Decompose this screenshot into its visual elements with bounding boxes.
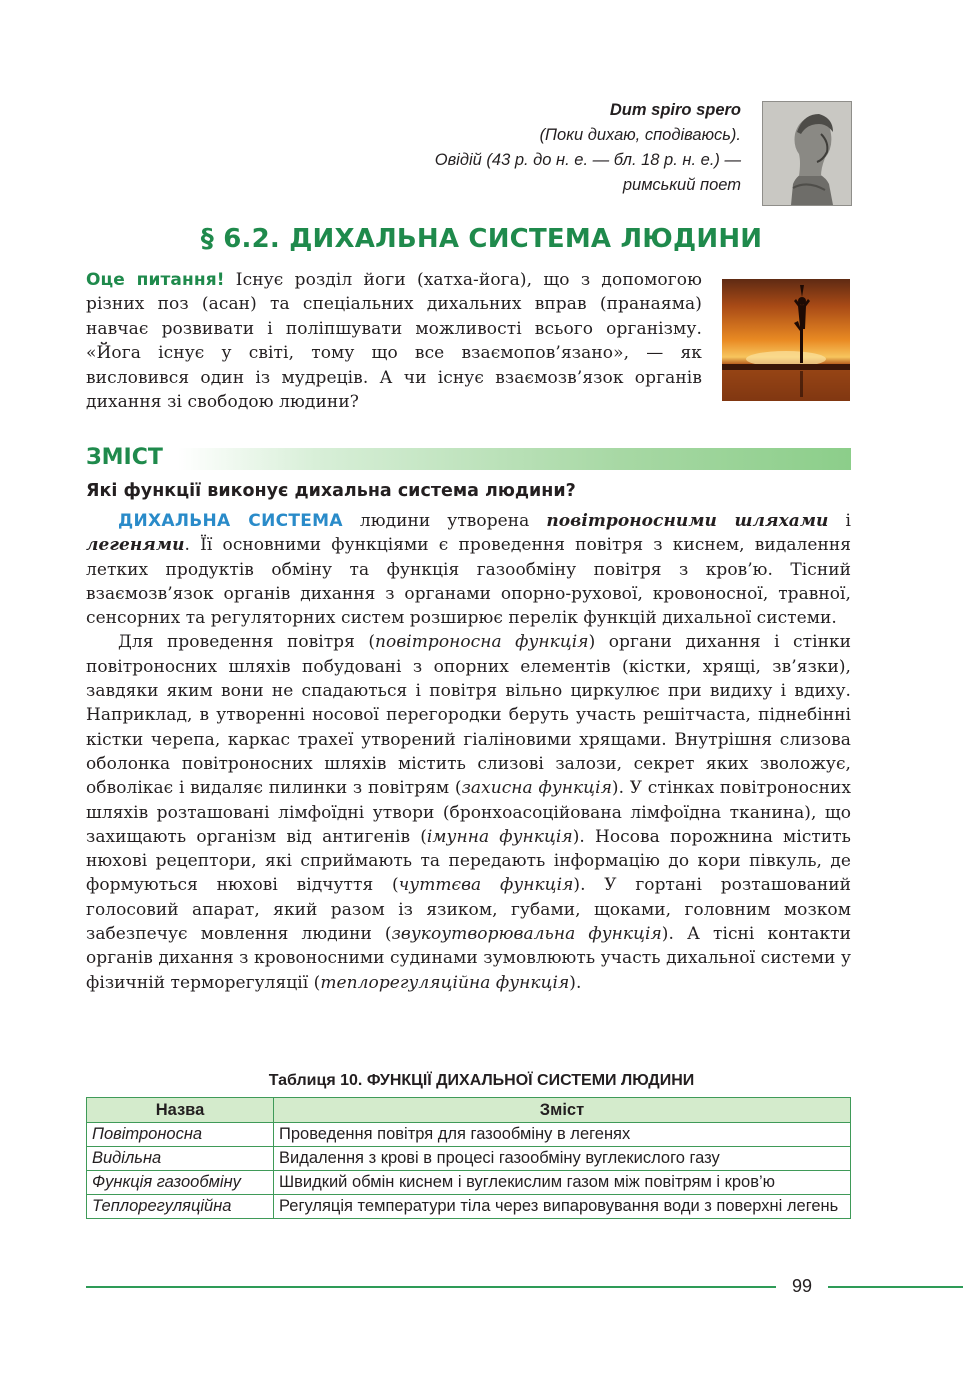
epigraph [321,98,741,198]
text-run: . Її основними функціями є проведення повітря з киснем, видалення летких продуктів обміну та функція газообміну повітря з кров’ю. Тісний взаємозв’язок органів дихання з органами опорно-рухової, кровоносної, травної, сенсорних та регуляторних систем розширює перелік функцій дихальної системи. [86,535,851,629]
footer-rule-left [86,1286,776,1288]
text-run: ). У гортані розташований голосовий апарат, який разом із язиком, губами, щоками, головним мозком забезпечує мовлення людини ( [86,875,852,945]
content-label: ЗМІСТ [86,445,163,470]
section-title: § 6.2. ДИХАЛЬНА СИСТЕМА ЛЮДИНИ [200,224,763,254]
table-row [87,1147,851,1171]
table-cell-name: Повітроносна [87,1123,274,1147]
text-run: ). [569,972,582,993]
table-row [87,1195,851,1219]
content-section-bar [86,445,851,470]
ovid-bust-drawing [763,102,851,205]
question-heading: Які функції виконує дихальна система людини? [86,481,576,501]
term-airways: повітроносними шляхами [546,511,829,531]
table-cell-content: Швидкий обмін киснем і вуглекислим газом між повітрям і кров’ю [274,1171,851,1195]
table-row [87,1171,851,1195]
intro-text: Існує розділ йоги (хатха-йога), що з допомогою різних поз (асан) та спеціальних дихальних вправ (пранаяма) навчає розвивати і поліпшувати можливості всього організму. «Йога існує у світі, тому що все взаємопов’язано», — як висловився один із мудреців. А чи існує взаємозв’язок органів дихання зі свободою людини? [86,270,702,413]
epigraph-translation: (Поки дихаю, сподіваюсь). [539,126,741,144]
paragraph-2 [86,630,851,994]
term-lungs: легенями [86,535,185,556]
intro-question [86,268,702,414]
page-number: 99 [791,1276,813,1296]
function-term: чуттєва функція [398,875,574,896]
table-header-row [87,1098,851,1123]
intro-lead: Оце питання! [86,270,225,290]
text-run: ). У стінках повітроносних шляхів розташовані лімфоїдні утвори (бронхоасоційована лімфоїдна тканина), що захищають організм від антигенів ( [86,778,851,847]
column-header-content: Зміст [274,1098,851,1123]
text-run: ) органи дихання і стінки повітроносних шляхів побудовані з опорних елементів (кістки, хрящі, зв’язки), завдяки яким вони не спадаються і повітря вільно циркулює при видиху і вдиху. Наприклад, в утворенні носової перегородки беруть участь решітчаста, піднебінні кістки черепа, каркас трахеї утворений гіаліновими хрящами. Внутрішня слизова оболонка повітроносних шляхів містить слизові залози, секрет яких зволожує, обволікає і видаляє пилинки з повітрям ( [86,632,852,799]
footer-rule-right [828,1286,963,1288]
function-term: теплорегуляційна функція [320,972,570,993]
keyword-term: ДИХАЛЬНА СИСТЕМА [118,511,343,531]
table-cell-name: Функція газообміну [87,1171,274,1195]
table-row [87,1123,851,1147]
epigraph-latin: Dum spiro spero [609,101,741,119]
function-term: захисна функція [461,778,612,799]
yoga-silhouette-drawing [722,279,850,401]
text-run: людини утворена [342,511,547,531]
function-term: звукоутворювальна функція [391,924,662,945]
text-run: ). А тісні контакти органів дихання з кровоносними судинами зумовлюють участь дихальної системи у фізичній терморегуляції ( [86,924,851,993]
table-cell-content: Проведення повітря для газообміну в легенях [274,1123,851,1147]
function-term: повітроносна функція [375,632,589,653]
table-caption: Таблиця 10. ФУНКЦІЇ ДИХАЛЬНОЇ СИСТЕМИ ЛЮДИНИ [268,1072,695,1089]
paragraph-1 [86,509,851,630]
table-cell-name: Теплорегуляційна [87,1195,274,1219]
ovid-portrait-image [762,101,852,206]
function-term: імунна функція [426,826,573,847]
table-cell-name: Видільна [87,1147,274,1171]
epigraph-author-role: римський поет [622,176,741,194]
text-run: ). Носова порожнина містить нюхові рецептори, які сприймають та передають інформацію до кори півкуль, де формуються нюхові відчуття ( [86,826,851,896]
text-run: і [828,511,851,531]
table-cell-content: Видалення з крові в процесі газообміну вуглекислого газу [274,1147,851,1171]
epigraph-author: Овідій (43 р. до н. е. — бл. 18 р. н. е.) — [434,151,741,169]
yoga-sunset-image [722,279,850,401]
table-cell-content: Регуляція температури тіла через випаровування води з поверхні легень [274,1195,851,1219]
functions-table [86,1097,851,1219]
main-text [86,509,851,995]
text-run: Для проведення повітря ( [118,632,376,653]
column-header-name: Назва [87,1098,274,1123]
